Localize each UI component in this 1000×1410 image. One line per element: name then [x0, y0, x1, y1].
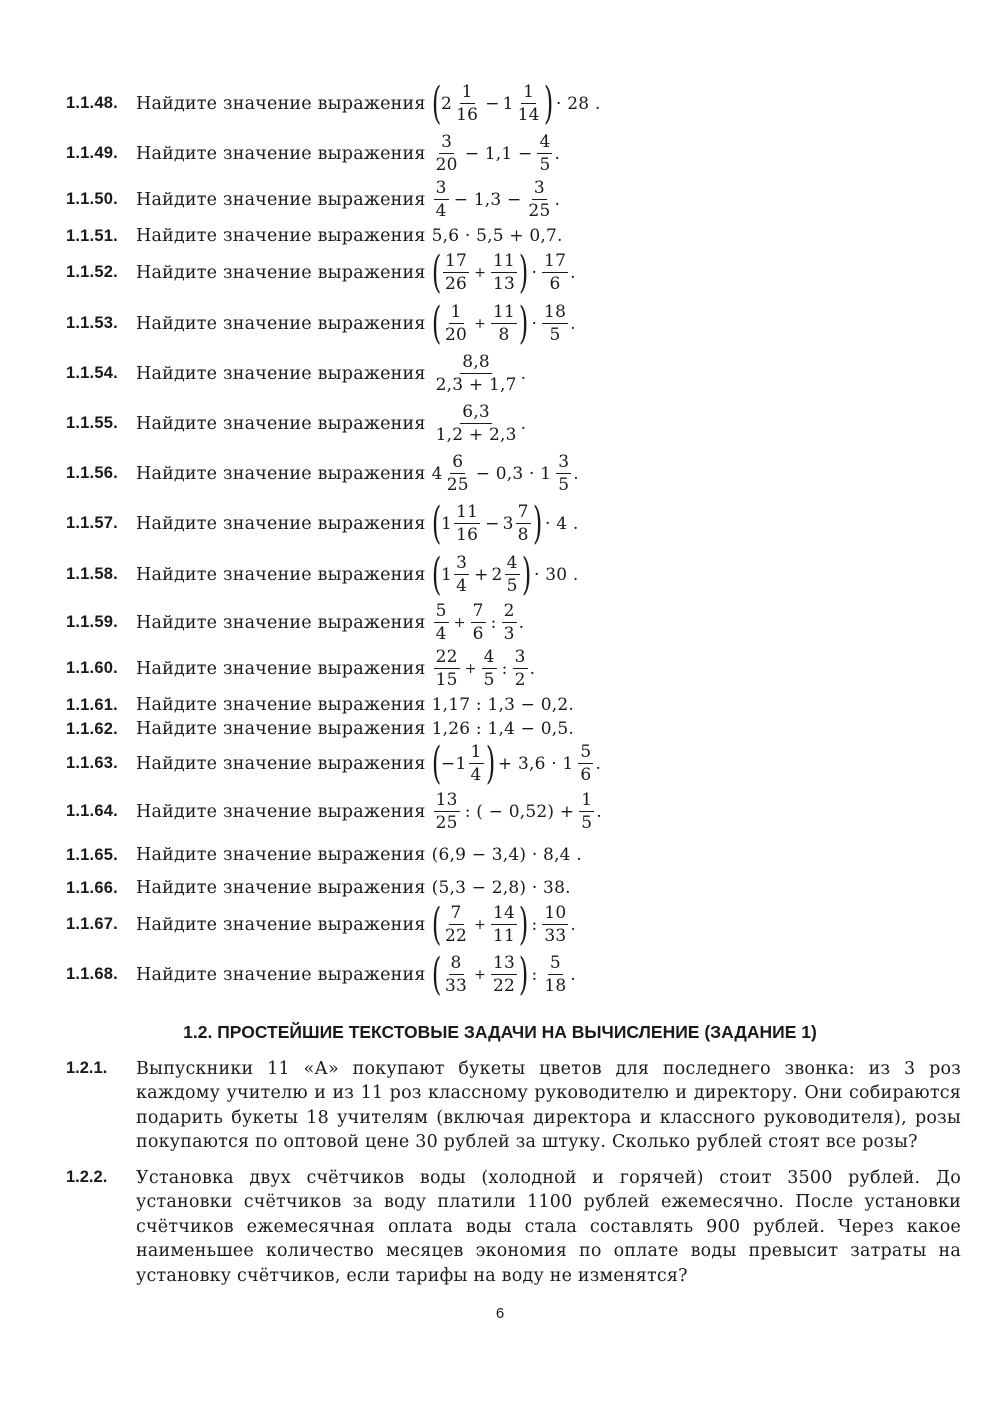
problem-number: 1.1.60.: [66, 659, 118, 677]
expression: $\frac{6,3}{1,2 + 2,3}$ .: [435, 402, 527, 445]
problem-1-1-62: [66, 719, 960, 739]
problem-number: 1.1.55.: [66, 414, 118, 432]
problem-text: Найдите значение выражения: [136, 226, 426, 246]
problem-1-1-66: [66, 878, 960, 898]
problem-1-1-65: [66, 845, 960, 865]
problem-text: Найдите значение выражения: [136, 413, 426, 434]
problem-text: Найдите значение выражения: [136, 964, 426, 985]
problem-text: Найдите значение выражения: [136, 801, 426, 822]
expression: $\frac{13}{25}$ : ( − 0,52) + $\frac{1}{5}$ .: [435, 790, 602, 833]
expression: (5,3 − 2,8) · 38.: [431, 878, 571, 898]
expression: ( −1 $\frac{1}{4}$ ) + 3,6 · 1 $\frac{5}{6}$ .: [431, 737, 602, 789]
problem-text: Найдите значение выражения: [136, 564, 426, 585]
problem-text: Найдите значение выражения: [136, 363, 426, 384]
problem-number: 1.1.52.: [66, 263, 118, 281]
problem-text: Найдите значение выражения: [136, 914, 426, 935]
problem-1-2-1: [66, 1057, 961, 1155]
problem-1-1-54: [66, 351, 960, 396]
problem-text: Найдите значение выражения: [136, 845, 426, 865]
expression: $\frac{22}{15}$ + $\frac{4}{5}$ : $\frac{3}{2}$ .: [435, 647, 536, 690]
problem-number: 1.1.50.: [66, 190, 118, 208]
expression: ( 1 $\frac{11}{16}$ − 3 $\frac{7}{8}$ ) · 4 .: [431, 497, 579, 549]
problem-text: Найдите значение выражения: [136, 719, 426, 739]
expression: ( $\frac{7}{22}$ + $\frac{14}{11}$ ) : $\frac{10}{33}$ .: [431, 898, 577, 950]
problem-number: 1.1.54.: [66, 364, 118, 382]
problem-text: Найдите значение выражения: [136, 695, 426, 715]
expression: ( $\frac{1}{20}$ + $\frac{11}{8}$ ) · $\frac{18}{5}$ .: [431, 297, 576, 349]
problem-number: 1.1.51.: [66, 226, 118, 245]
expression: $\frac{3}{20}$ − 1,1 − $\frac{4}{5}$ .: [435, 132, 561, 175]
expression: ( 1 $\frac{3}{4}$ + 2 $\frac{4}{5}$ ) · 30 .: [431, 548, 579, 600]
problem-1-1-64: [66, 789, 960, 834]
problem-1-1-56: [66, 451, 960, 496]
problem-text: Найдите значение выражения: [136, 463, 426, 484]
problem-number: 1.1.68.: [66, 965, 118, 983]
problem-number: 1.1.63.: [66, 754, 118, 772]
problem-text: Найдите значение выражения: [136, 313, 426, 334]
expression: (6,9 − 3,4) · 8,4 .: [431, 845, 582, 865]
expression: ( $\frac{17}{26}$ + $\frac{11}{13}$ ) · $\frac{17}{6}$ .: [431, 246, 576, 298]
expression: ( 2 $\frac{1}{16}$ − 1 $\frac{1}{14}$ ) · 28 .: [431, 77, 601, 129]
problem-number: 1.1.65.: [66, 845, 118, 864]
problem-1-1-49: [66, 131, 960, 176]
problem-1-2-2: [66, 1166, 961, 1288]
problem-number: 1.1.59.: [66, 613, 118, 631]
problem-number: 1.1.61.: [66, 695, 118, 714]
problem-1-1-53: [66, 297, 960, 349]
problem-1-1-51: [66, 226, 960, 246]
problem-text: Найдите значение выражения: [136, 658, 426, 679]
expression: $\frac{5}{4}$ + $\frac{7}{6}$ : $\frac{2}{3}$ .: [435, 601, 525, 644]
expression: $\frac{3}{4}$ − 1,3 − $\frac{3}{25}$ .: [435, 178, 561, 221]
problem-number: 1.1.58.: [66, 565, 118, 583]
problem-number: 1.1.48.: [66, 94, 118, 112]
problem-text: Найдите значение выражения: [136, 143, 426, 164]
problem-1-1-60: [66, 646, 960, 691]
expression: 5,6 · 5,5 + 0,7.: [431, 226, 563, 246]
problem-text: Установка двух счётчиков воды (холодной и горячей) стоит 3500 рублей. До установки счётчиков за воду платили 1100 рублей ежемесячно. После установки счётчиков ежемесячная оплата воды стала составлять 900 рублей. Через какое наименьшее количество месяцев экономия по оплате воды превысит затраты на установку счётчиков, если тарифы на воду не изменятся?: [136, 1168, 961, 1286]
expression: 1,17 : 1,3 − 0,2.: [431, 695, 574, 715]
expression: $\frac{8,8}{2,3 + 1,7}$ .: [435, 352, 527, 395]
problem-text: Найдите значение выражения: [136, 93, 426, 114]
problem-text: Найдите значение выражения: [136, 878, 426, 898]
problem-1-1-63: [66, 737, 960, 789]
problem-number: 1.1.62.: [66, 719, 118, 738]
problem-number: 1.1.57.: [66, 514, 118, 532]
problem-number: 1.1.56.: [66, 464, 118, 482]
expression: 4 $\frac{6}{25}$ − 0,3 · 1 $\frac{3}{5}$ .: [431, 452, 579, 495]
problem-number: 1.2.1.: [66, 1059, 108, 1077]
section-title: 1.2. ПРОСТЕЙШИЕ ТЕКСТОВЫЕ ЗАДАЧИ НА ВЫЧИСЛЕНИЕ (ЗАДАНИЕ 1): [183, 1022, 817, 1042]
problem-number: 1.1.66.: [66, 878, 118, 897]
problem-text: Найдите значение выражения: [136, 753, 426, 774]
problem-number: 1.1.67.: [66, 915, 118, 933]
problem-number: 1.2.2.: [66, 1168, 108, 1186]
problem-1-1-68: [66, 948, 960, 1000]
page-number: 6: [495, 1305, 505, 1322]
problem-1-1-50: [66, 177, 960, 222]
problem-number: 1.1.64.: [66, 802, 118, 820]
problem-number: 1.1.53.: [66, 314, 118, 332]
problem-number: 1.1.49.: [66, 144, 118, 162]
problem-1-1-58: [66, 548, 960, 600]
problem-1-1-59: [66, 600, 960, 645]
expression: ( $\frac{8}{33}$ + $\frac{13}{22}$ ) : $\frac{5}{18}$ .: [431, 948, 577, 1000]
problem-1-1-67: [66, 898, 960, 950]
problem-1-1-48: [66, 77, 960, 129]
problem-text: Выпускники 11 «А» покупают букеты цветов для последнего звонка: из 3 роз каждому учителю и из 11 роз классному руководителю и директору. Они собираются подарить букеты 18 учителям (включая директора и классного руководителя), розы покупаются по оптовой цене 30 рублей за штуку. Сколько рублей стоят все розы?: [136, 1059, 961, 1153]
problem-text: Найдите значение выражения: [136, 612, 426, 633]
problem-text: Найдите значение выражения: [136, 189, 426, 210]
problem-1-1-57: [66, 497, 960, 549]
problem-1-1-61: [66, 695, 960, 715]
problem-1-1-52: [66, 246, 960, 298]
expression: 1,26 : 1,4 − 0,5.: [431, 719, 574, 739]
problem-text: Найдите значение выражения: [136, 262, 426, 283]
problem-text: Найдите значение выражения: [136, 513, 426, 534]
problem-1-1-55: [66, 401, 960, 446]
